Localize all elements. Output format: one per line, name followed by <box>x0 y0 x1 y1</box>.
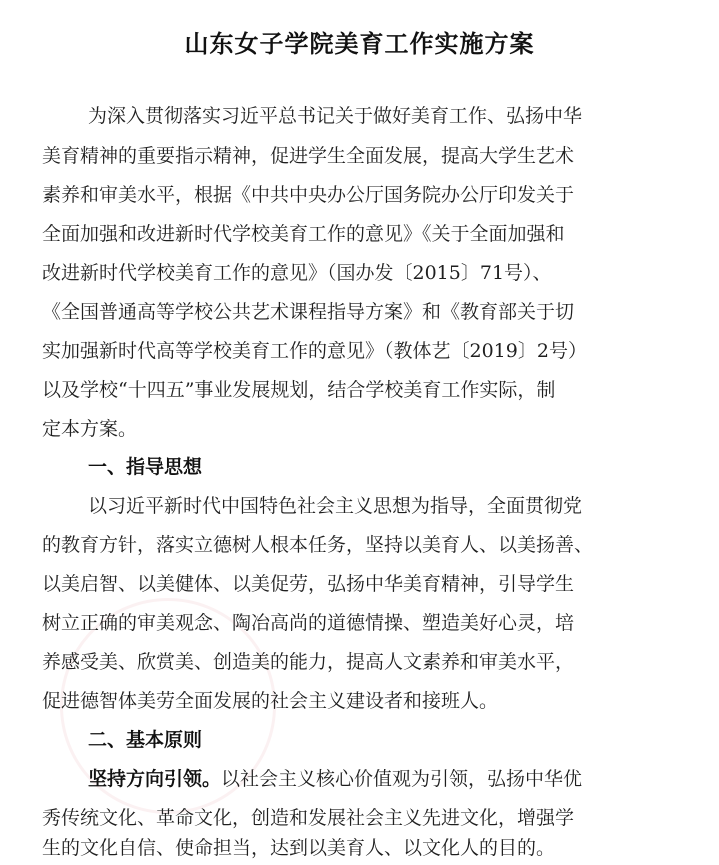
section-heading-guiding-ideology: 一、指导思想 <box>88 456 203 478</box>
section1-line: 促进德智体美劳全面发展的社会主义建设者和接班人。 <box>42 690 499 712</box>
section1-line: 养感受美、欣赏美、创造美的能力，提高人文素养和审美水平， <box>42 651 575 673</box>
section1-line: 树立正确的审美观念、陶冶高尚的道德情操、塑造美好心灵，培 <box>42 612 575 634</box>
principle1-lead: 坚持方向引领。 <box>88 768 222 790</box>
section-heading-basic-principles: 二、基本原则 <box>88 729 203 751</box>
intro-line: 定本方案。 <box>42 418 138 440</box>
principle1-line: 秀传统文化、革命文化，创造和发展社会主义先进文化，增强学 <box>42 807 575 829</box>
intro-line: 《全国普通高等学校公共艺术课程指导方案》和《教育部关于切 <box>42 301 575 323</box>
principle1-first-rest: 以社会主义核心价值观为引领，弘扬中华优 <box>221 768 583 790</box>
document-title: 山东女子学院美育工作实施方案 <box>184 29 535 58</box>
section1-line: 的教育方针，落实立德树人根本任务，坚持以美育人、以美扬善、 <box>42 534 594 556</box>
principle1-line: 生的文化自信、使命担当，达到以美育人、以文化人的目的。 <box>42 837 556 859</box>
principle1-first-line <box>88 767 582 791</box>
section1-line: 以美启智、以美健体、以美促劳，弘扬中华美育精神，引导学生 <box>42 573 575 595</box>
intro-line: 为深入贯彻落实习近平总书记关于做好美育工作、弘扬中华 <box>88 105 583 127</box>
intro-line: 实加强新时代高等学校美育工作的意见》（教体艺〔2019〕2号） <box>42 340 587 362</box>
intro-line: 素养和审美水平，根据《中共中央办公厅国务院办公厅印发关于 <box>42 184 575 206</box>
intro-line: 以及学校“十四五”事业发展规划，结合学校美育工作实际，制 <box>42 379 556 401</box>
section1-line: 以习近平新时代中国特色社会主义思想为指导，全面贯彻党 <box>88 495 583 517</box>
intro-line: 全面加强和改进新时代学校美育工作的意见》《关于全面加强和 <box>42 223 565 245</box>
intro-line: 美育精神的重要指示精神，促进学生全面发展，提高大学生艺术 <box>42 145 575 167</box>
intro-line: 改进新时代学校美育工作的意见》（国办发〔2015〕71号）、 <box>42 262 552 284</box>
